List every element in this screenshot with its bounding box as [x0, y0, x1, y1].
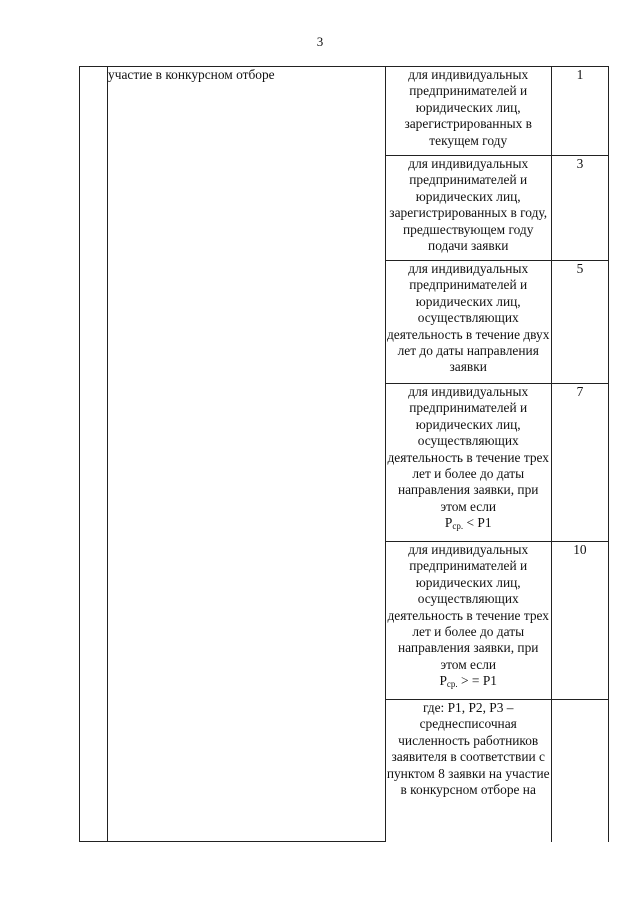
score-cell — [551, 261, 608, 384]
score-cell — [551, 542, 608, 700]
formula — [439, 673, 497, 688]
condition-cell — [385, 384, 551, 542]
score-value: 5 — [576, 261, 584, 276]
score-value: 1 — [576, 67, 584, 82]
condition-text: для индивидуальных предпринимателей и юридических лиц, зарегистрированных в году, предшествующем году подачи заявки — [389, 156, 548, 254]
condition-cell — [385, 542, 551, 700]
index-cell — [80, 67, 108, 842]
score-value: 7 — [576, 384, 584, 399]
formula-variable: P — [439, 673, 447, 689]
condition-text: для индивидуальных предпринимателей и юридических лиц, зарегистрированных в текущем году — [404, 67, 532, 148]
formula-operator: < P1 — [463, 515, 492, 531]
condition-text: для индивидуальных предпринимателей и юридических лиц, осуществляющих деятельность в течение двух лет до даты направления заявки — [386, 261, 550, 375]
condition-cell — [385, 156, 551, 261]
score-value: 10 — [573, 542, 587, 557]
page-number: 3 — [316, 34, 324, 49]
formula-subscript: ср. — [452, 521, 464, 532]
formula-variable: P — [444, 515, 453, 531]
condition-cell — [385, 67, 551, 156]
score-cell — [551, 700, 608, 842]
score-cell — [551, 384, 608, 542]
score-cell — [551, 156, 608, 261]
condition-text: для индивидуальных предпринимателей и юридических лиц, осуществляющих деятельность в течение трех лет и более до даты направления заявки, при этом если — [387, 542, 549, 672]
condition-text: для индивидуальных предпринимателей и юридических лиц, осуществляющих деятельность в течение трех лет и более до даты направления заявки, при этом если — [387, 384, 549, 514]
score-value: 3 — [576, 156, 584, 171]
formula-operator: > = P1 — [457, 673, 497, 689]
condition-text: где: P1, P2, P3 – среднесписочная численность работников заявителя в соответствии с пунктом 8 заявки на участие в конкурсном отборе на — [386, 700, 550, 798]
formula-subscript: ср. — [446, 679, 458, 690]
criteria-table — [79, 66, 609, 842]
score-cell — [551, 67, 608, 156]
condition-cell — [385, 700, 551, 842]
formula — [445, 515, 492, 530]
criterion-label: участие в конкурсном отборе — [108, 67, 275, 82]
condition-cell — [385, 261, 551, 384]
criterion-cell — [108, 67, 386, 842]
table-row — [80, 67, 609, 156]
